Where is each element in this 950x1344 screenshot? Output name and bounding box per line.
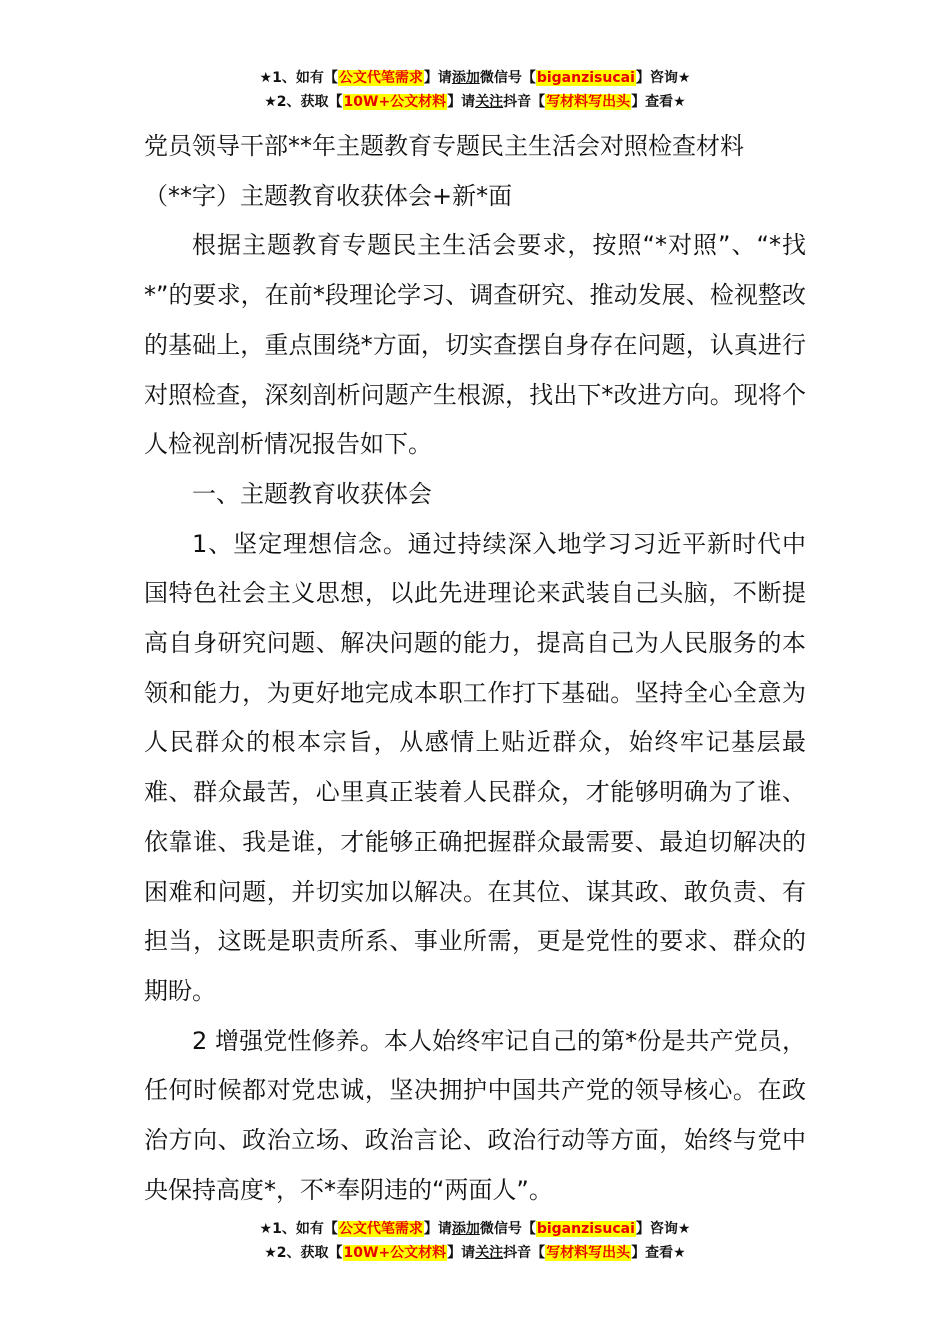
promo-banner-top — [0, 66, 950, 114]
paragraph-party-spirit: 2 增强党性修养。本人始终牢记自己的第*份是共产党员，任何时候都对党忠诚，坚决拥护中国共产党的领导核心。在政治方向、政治立场、政治言论、政治行动等方面，始终与党中央保持高度*，不*奉阴违的“两面人”。 — [144, 1026, 806, 1204]
promo-text: ★2、获取【 — [264, 1245, 343, 1261]
promo-underlined: 添加 — [451, 1221, 480, 1237]
promo-highlight: biganzisucai — [536, 1221, 635, 1237]
promo-text: 抖音【 — [503, 1245, 546, 1261]
promo-highlight: 公文代笔需求 — [338, 1221, 423, 1237]
promo-underlined: 关注 — [475, 94, 504, 110]
section-heading-1: 一、主题教育收获体会 — [192, 479, 432, 508]
promo-text: 微信号【 — [479, 70, 536, 86]
promo-text: ★2、获取【 — [264, 94, 343, 110]
promo-text: 抖音【 — [503, 94, 546, 110]
promo-text: 】请 — [447, 94, 476, 110]
promo-text: 】查看★ — [631, 94, 686, 110]
promo-line-1 — [0, 1217, 950, 1241]
promo-text: 】查看★ — [631, 1245, 686, 1261]
promo-text: 微信号【 — [479, 1221, 536, 1237]
paragraph-intro: 根据主题教育专题民主生活会要求，按照“*对照”、“*找*”的要求，在前*段理论学习、调查研究、推动发展、检视整改的基础上，重点围绕*方面，切实查摆自身存在问题，认真进行对照检查，深刻剖析问题产生根源，找出下*改进方向。现将个人检视剖析情况报告如下。 — [144, 231, 806, 459]
promo-highlight: 公文代笔需求 — [338, 70, 423, 86]
promo-text: 】咨询★ — [635, 1221, 691, 1237]
promo-highlight: 写材料写出头 — [546, 94, 631, 110]
promo-text: ★1、如有【 — [259, 1221, 338, 1237]
promo-underlined: 关注 — [475, 1245, 504, 1261]
paragraph-ideals: 1、坚定理想信念。通过持续深入地学习习近平新时代中国特色社会主义思想，以此先进理论来武装自己头脑，不断提高自身研究问题、解决问题的能力，提高自己为人民服务的本领和能力，为更好地完成本职工作打下基础。坚持全心全意为人民群众的根本宗旨，从感情上贴近群众，始终牢记基层最难、群众最苦，心里真正装着人民群众，才能够明确为了谁、依靠谁、我是谁，才能够正确把握群众最需要、最迫切解决的困难和问题，并切实加以解决。在其位、谋其政、敢负责、有担当，这既是职责所系、事业所需，更是党性的要求、群众的期盼。 — [144, 529, 806, 1005]
promo-line-1 — [0, 66, 950, 90]
promo-underlined: 添加 — [451, 70, 480, 86]
promo-highlight: 10W+公文材料 — [343, 1245, 447, 1261]
promo-banner-bottom — [0, 1217, 950, 1265]
promo-line-2 — [0, 90, 950, 114]
promo-line-2 — [0, 1241, 950, 1265]
promo-text: 】请 — [447, 1245, 476, 1261]
document-title-line-2: （**字）主题教育收获体会+新*面 — [144, 181, 513, 210]
promo-text: ★1、如有【 — [259, 70, 338, 86]
promo-text: 】请 — [423, 70, 452, 86]
promo-highlight: 写材料写出头 — [546, 1245, 631, 1261]
document-title-line-1: 党员领导干部**年主题教育专题民主生活会对照检查材料 — [144, 132, 744, 160]
promo-highlight: biganzisucai — [536, 70, 635, 86]
promo-text: 】咨询★ — [635, 70, 691, 86]
document-body — [144, 122, 806, 1215]
promo-highlight: 10W+公文材料 — [343, 94, 447, 110]
promo-text: 】请 — [423, 1221, 452, 1237]
